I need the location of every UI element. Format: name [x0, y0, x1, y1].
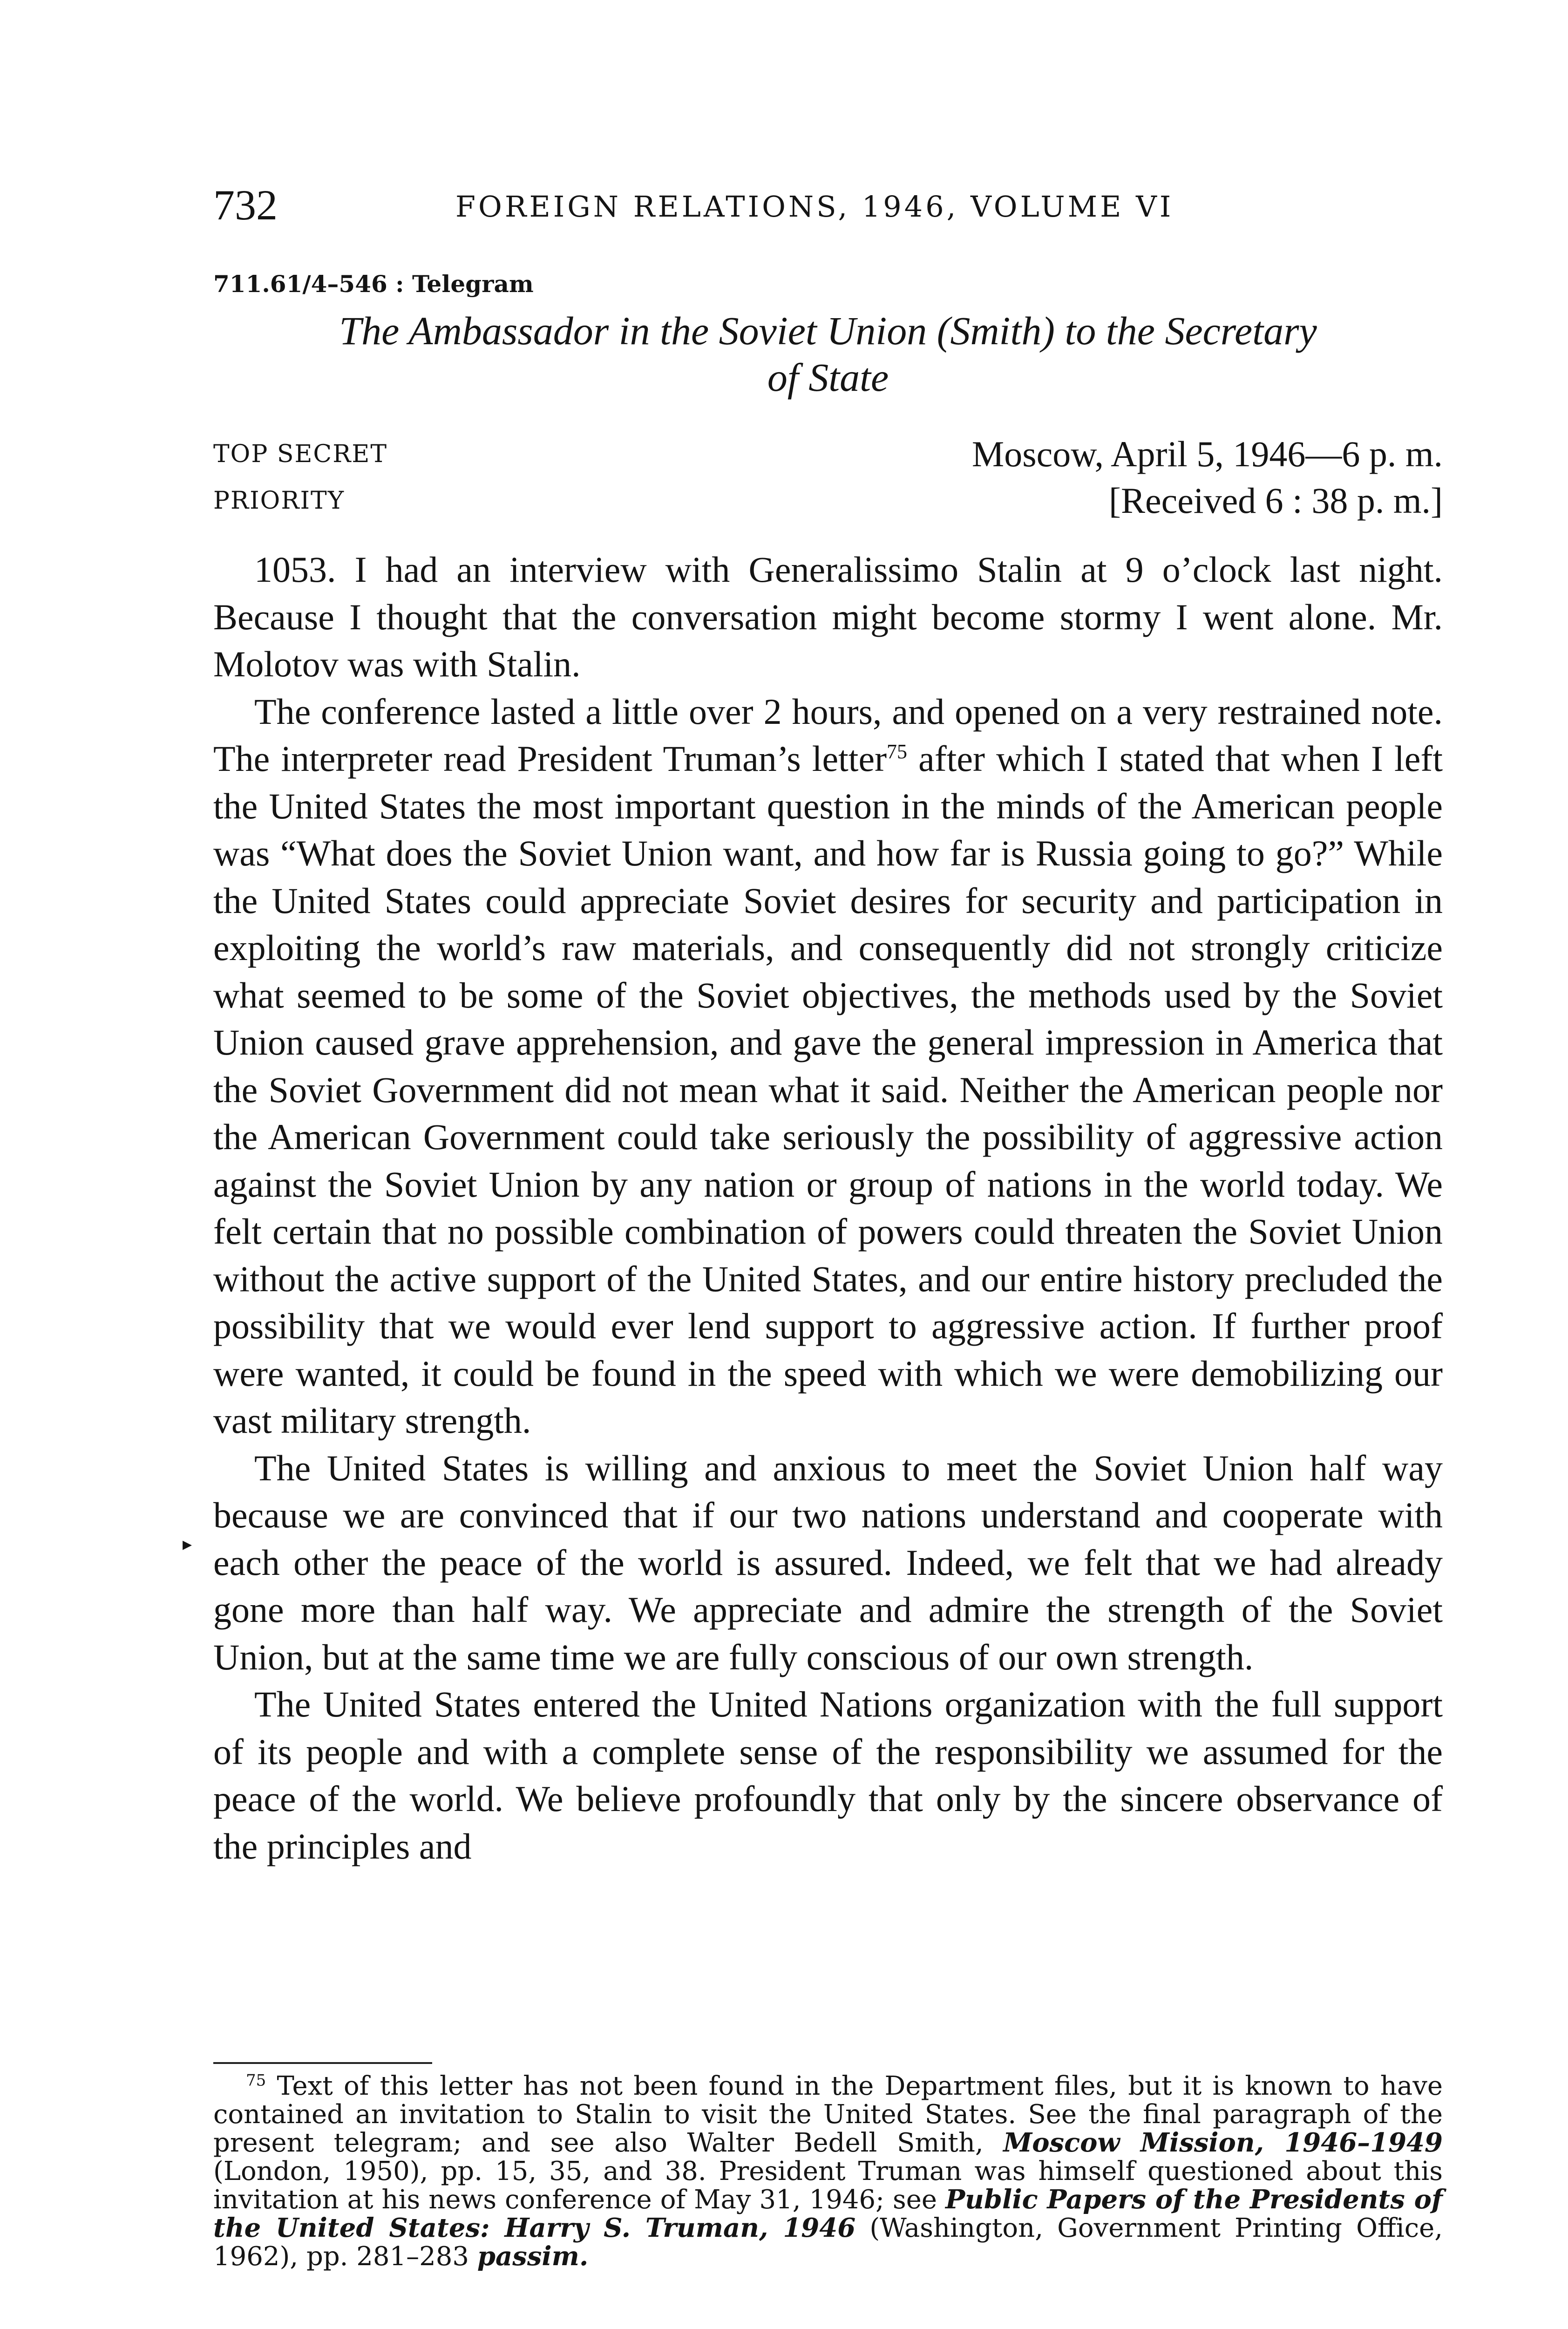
page-header	[213, 177, 1443, 233]
footnote-text-2: (London, 1950), pp. 15, 35, and 38. President Truman was himself questioned about this invitation at his news conference of May 31, 1946; see	[213, 2156, 1443, 2215]
running-head: FOREIGN RELATIONS, 1946, VOLUME VI	[455, 190, 1174, 224]
footnote-citation-1: Moscow Mission, 1946–1949	[1003, 2127, 1443, 2158]
paragraph-2-rest: after which I stated that when I left the United States the most important question in the minds of the American people was “What does the Soviet Union want, and how far is Russia going to go?” While the United States could appreciate Soviet desires for security and participation in exploiting the world’s raw materials, and consequently did not strongly criticize what seemed to be some of the Soviet objectives, the methods used by the Soviet Union caused grave apprehension, and gave the general impression in America that the Soviet Government did not mean what it said. Neither the American people nor the American Government could take seriously the possibility of aggressive action against the Soviet Union by any nation or group of nations in the world today. We felt certain that no possible combination of powers could threaten the Soviet Union without the active support of the United States, and our entire history precluded the possibility that we would ever lend support to aggressive action. If further proof were wanted, it could be found in the speed with which we were demobilizing our vast military strength.	[213, 738, 1443, 1441]
title-line-1: The Ambassador in the Soviet Union (Smith) to the Secretary	[339, 308, 1317, 353]
title-line-2: of State	[767, 355, 889, 400]
telegram-body	[213, 546, 1443, 1870]
footnote-citation-2: Public Papers of the Presidents of the United States: Harry S. Truman, 1946	[213, 2184, 1443, 2243]
footnote-reference: 75	[887, 740, 908, 763]
footnote-number: 75	[246, 2071, 266, 2090]
page-number: 732	[213, 181, 278, 229]
place-date-line: Moscow, April 5, 1946—6 p. m.	[971, 434, 1443, 474]
footnote-text-1: Text of this letter has not been found in the Department files, but it is known to have contained an invitation to Stalin to visit the United States. See the final paragraph of the present telegram; and see also Walter Bedell Smith,	[213, 2071, 1443, 2158]
received-line: [Received 6 : 38 p. m.]	[1109, 480, 1443, 521]
classification-top-secret: TOP SECRET	[213, 440, 387, 468]
document-title	[213, 307, 1443, 401]
footnote-passim: passim.	[477, 2241, 589, 2272]
classification-priority: PRIORITY	[213, 487, 345, 515]
margin-mark: ▸	[183, 1533, 192, 1555]
paragraph-3: The United States is willing and anxious to meet the Soviet Union half way because we are convinced that if our two nations understand and cooperate with each other the peace of the world is assured. Indeed, we felt that we had already gone more than half way. We appreciate and admire the strength of the Soviet Union, but at the same time we are fully conscious of our own strength.	[213, 1447, 1443, 1677]
footnote-75	[213, 2072, 1443, 2271]
footnote	[213, 2072, 1443, 2271]
paragraph-1: 1053. I had an interview with Generalissimo Stalin at 9 o’clock last night. Because I thought that the conversation might become stormy I went alone. Mr. Molotov was with Stalin.	[213, 549, 1443, 684]
paragraph-4: The United States entered the United Nations organization with the full support of its people and with a complete sense of the responsibility we assumed for the peace of the world. We believe profoundly that only by the sincere observance of the principles and	[213, 1684, 1443, 1866]
footnote-rule	[213, 2062, 432, 2064]
paragraph-2	[213, 688, 1443, 1444]
footnote-text-3: (Washington, Government Printing Office, 1962), pp. 281–283	[213, 2213, 1443, 2272]
file-reference: 711.61/4–546 : Telegram	[213, 270, 534, 298]
paragraph-2-start: The conference lasted a little over 2 hours, and opened on a very restrained note. The interpreter read President Truman’s letter	[213, 691, 1443, 779]
